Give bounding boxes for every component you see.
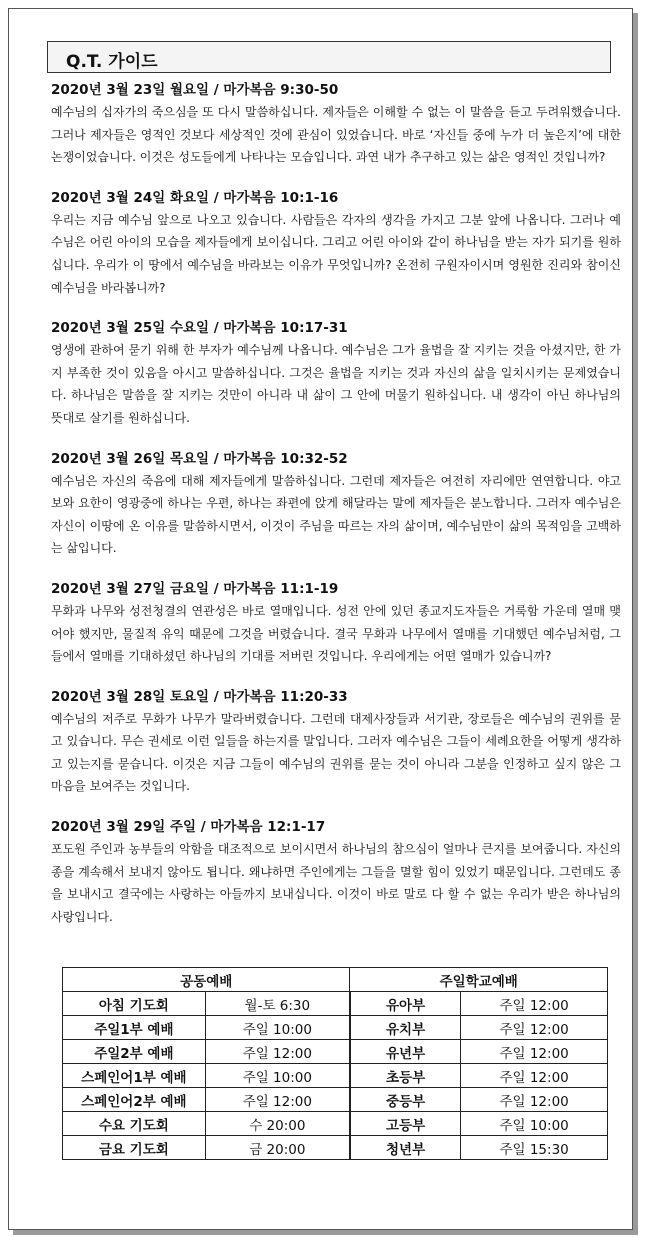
table-row (63, 992, 608, 1016)
service-time: 월-토 6:30 (205, 992, 350, 1016)
entry-body: 포도원 주인과 농부들의 악함을 대조적으로 보이시면서 하나님의 참으심이 얼마나 큰지를 보여줍니다. 자신의 종을 계속해서 보내지 않아도 됩니다. 왜냐하면 주인에게는 그들을 멸할 힘이 있었기 때문입니다. 그런데도 종을 보내시고 결국에는 사랑하는 아들까지 보내십니다. 이것이 바로 말로 다 할 수 없는 우리가 받은 하나님의 사랑입니다. (51, 842, 621, 924)
qt-entry (51, 317, 621, 429)
department-time: 주일 12:00 (461, 1016, 608, 1040)
entry-heading: 2020년 3월 24일 화요일 / 마가복음 10:1-16 (51, 189, 339, 206)
department-time: 주일 12:00 (461, 1064, 608, 1088)
service-name: 수요 기도회 (63, 1112, 206, 1136)
department-name: 유아부 (350, 992, 461, 1016)
table-row (63, 1016, 608, 1040)
qt-entry (51, 686, 621, 798)
service-name: 스페인어1부 예배 (63, 1064, 206, 1088)
department-time: 주일 12:00 (461, 992, 608, 1016)
bulletin-page (8, 8, 633, 1230)
entry-heading: 2020년 3월 28일 토요일 / 마가복음 11:20-33 (51, 688, 348, 705)
entry-body: 우리는 지금 예수님 앞으로 나오고 있습니다. 사람들은 각자의 생각을 가지고 그분 앞에 나옵니다. 그러나 예수님은 어린 아이의 모습을 제자들에게 보이십니다. 그리고 어린 아이와 같이 하나님을 받는 자가 되기를 원하십니다. 우리가 이 땅에서 예수님을 바라보는 이유가 무엇입니까? 온전히 구원자이시며 영원한 진리와 참이신 예수님을 바라봅니까? (51, 212, 621, 295)
title-box (47, 41, 611, 73)
service-name: 아침 기도회 (63, 992, 206, 1016)
department-time: 주일 15:30 (461, 1136, 608, 1160)
service-time: 수 20:00 (205, 1112, 350, 1136)
qt-entry (51, 816, 621, 928)
department-name: 유치부 (350, 1016, 461, 1040)
service-time: 주일 10:00 (205, 1016, 350, 1040)
table-row (63, 1112, 608, 1136)
department-name: 유년부 (350, 1040, 461, 1064)
service-name: 주일2부 예배 (63, 1040, 206, 1064)
entry-heading: 2020년 3월 29일 주일 / 마가복음 12:1-17 (51, 819, 326, 836)
qt-entry (51, 187, 621, 299)
page-title: Q.T. 가이드 (66, 52, 158, 72)
header-joint-worship: 공동예배 (63, 968, 350, 992)
department-time: 주일 12:00 (461, 1040, 608, 1064)
entry-body: 무화과 나무와 성전청결의 연관성은 바로 열매입니다. 성전 안에 있던 종교지도자들은 거룩함 가운데 열매 맺어야 했지만, 물질적 유익 때문에 그것을 버렸습니다. 결국 무화과 나무에서 열매를 기대했던 예수님처럼, 그들에서 열매를 기대하셨던 하나님의 기대를 저버린 것입니다. 우리에게는 어떤 열매가 있습니까? (51, 603, 621, 664)
service-name: 주일1부 예배 (63, 1016, 206, 1040)
department-name: 초등부 (350, 1064, 461, 1088)
service-name: 스페인어2부 예배 (63, 1088, 206, 1112)
entry-heading: 2020년 3월 25일 수요일 / 마가복음 10:17-31 (51, 320, 348, 337)
worship-schedule-table (62, 967, 608, 1160)
qt-entry (51, 79, 621, 169)
department-name: 고등부 (350, 1112, 461, 1136)
entry-heading: 2020년 3월 26일 목요일 / 마가복음 10:32-52 (51, 450, 348, 467)
table-row (63, 1064, 608, 1088)
entry-body: 영생에 관하여 묻기 위해 한 부자가 예수님께 나옵니다. 예수님은 그가 율법을 잘 지키는 것을 아셨지만, 한 가지 부족한 것이 있음을 아시고 말씀하십니다. 그것은 율법을 지키는 것과 자신의 삶을 일치시키는 문제였습니다. 하나님은 말씀을 잘 지키는 것만이 아니라 내 삶이 그 안에 머물기 원하십니다. 내 생각이 아닌 하나님의 뜻대로 살기를 원하십니다. (51, 343, 621, 425)
service-time: 금 20:00 (205, 1136, 350, 1160)
department-name: 중등부 (350, 1088, 461, 1112)
department-time: 주일 12:00 (461, 1088, 608, 1112)
table-row (63, 1088, 608, 1112)
table-row (63, 1136, 608, 1160)
qt-entry (51, 448, 621, 560)
entry-heading: 2020년 3월 23일 월요일 / 마가복음 9:30-50 (51, 82, 339, 98)
entry-body: 예수님의 십자가의 죽으심을 또 다시 말씀하십니다. 제자들은 이해할 수 없는 이 말씀을 듣고 두려워했습니다. 그러나 제자들은 영적인 것보다 세상적인 것에 관심이 있었습니다. 바로 ‘자신들 중에 누가 더 높은지’에 대한 논쟁이었습니다. 이것은 성도들에게 나타나는 모습입니다. 과연 내가 추구하고 있는 삶은 영적인 것입니까? (51, 105, 621, 165)
service-name: 금요 기도회 (63, 1136, 206, 1160)
service-time: 주일 12:00 (205, 1040, 350, 1064)
entry-body: 예수님의 저주로 무화가 나무가 말라버렸습니다. 그런데 대제사장들과 서기관, 장로들은 예수님의 권위를 묻고 있습니다. 무슨 권세로 이런 일들을 하는지를 말입니다. 그러자 예수님은 그들이 세례요한을 어떻게 생각하고 있는지를 묻습니다. 이것은 지금 그들이 예수님의 권위를 묻는 것이 아니라 그분을 인정하고 싶지 않은 그 마음을 보여주는 것입니다. (51, 711, 621, 794)
entry-body: 예수님은 자신의 죽음에 대해 제자들에게 말씀하십니다. 그런데 제자들은 여전히 자리에만 연연합니다. 야고보와 요한이 영광중에 하나는 우편, 하나는 좌편에 앉게 해달라는 말에 제자들은 분노합니다. 그러자 예수님은 자신이 이땅에 온 이유를 말씀하시면서, 이것이 주님을 따르는 자의 삶이며, 예수님만이 삶의 목적임을 고백하는 삶입니다. (51, 473, 621, 556)
table-header-row (63, 968, 608, 992)
entry-heading: 2020년 3월 27일 금요일 / 마가복음 11:1-19 (51, 580, 339, 597)
table-row (63, 1040, 608, 1064)
service-time: 주일 10:00 (205, 1064, 350, 1088)
qt-entries (51, 79, 621, 946)
header-sunday-school: 주일학교예배 (350, 968, 608, 992)
service-time: 주일 12:00 (205, 1088, 350, 1112)
department-name: 청년부 (350, 1136, 461, 1160)
qt-entry (51, 578, 621, 668)
department-time: 주일 10:00 (461, 1112, 608, 1136)
